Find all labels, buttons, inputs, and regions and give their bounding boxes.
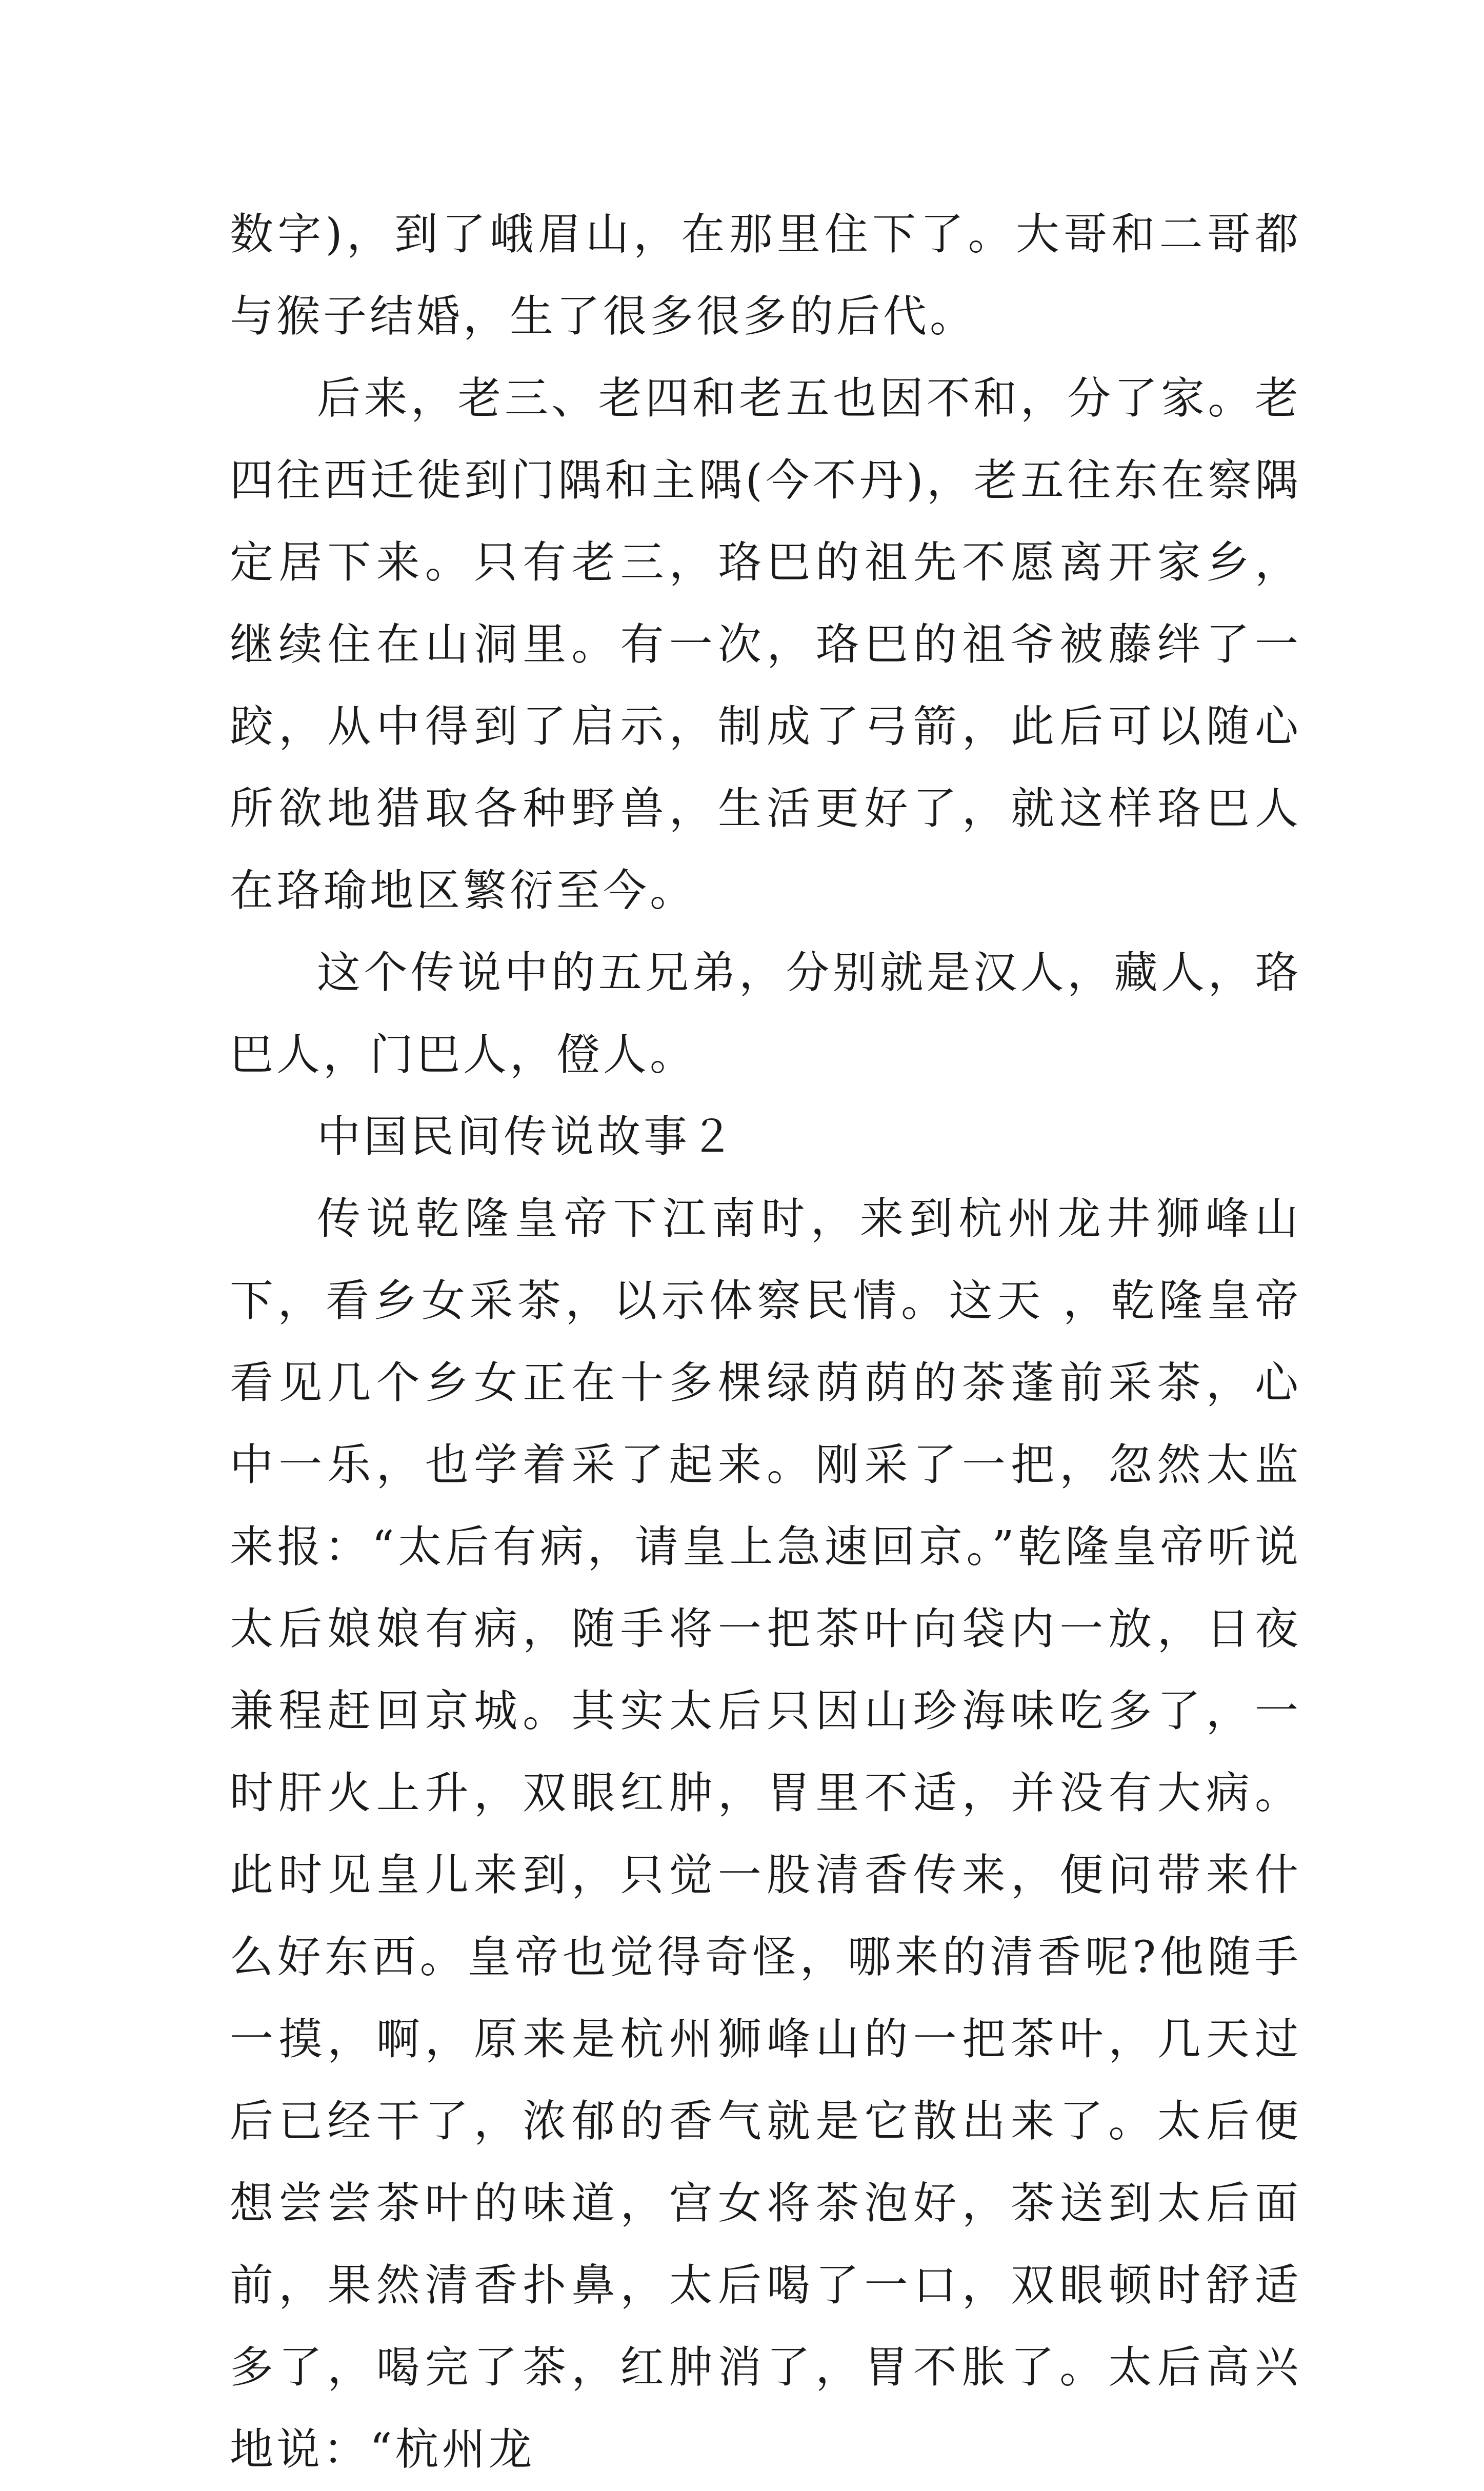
section-heading: 中国民间传说故事２ [317,1112,737,1162]
paragraph-laosan-story: 后来，老三、老四和老五也因不和，分了家。老四往西迁徙到门隅和主隅(今不丹)，老五往东在察隅定居下来。只有老三，珞巴的祖先不愿离开家乡，继续住在山洞里。有一次，珞巴的祖爷被藤绊了一跤，从中得到了启示，制成了弓箭，此后可以随心所欲地猎取各种野兽，生活更好了，就这样珞巴人在珞瑜地区繁衍至今。 [230,373,1301,916]
body-text [230,194,1301,2491]
paragraph-five-brothers: 这个传说中的五兄弟，分别就是汉人，藏人，珞巴人，门巴人，僜人。 [230,948,1301,1080]
paragraph-qianlong-story: 传说乾隆皇帝下江南时，来到杭州龙井狮峰山下，看乡女采茶，以示体察民情。这天 ，乾隆皇帝看见几个乡女正在十多棵绿荫荫的茶蓬前采茶，心中一乐，也学着采了起来。刚采了一把，忽然太监来报：“太后有病，请皇上急速回京。”乾隆皇帝听说太后娘娘有病，随手将一把茶叶向袋内一放，日夜兼程赶回京城。其实太后只因山珍海味吃多了，一时肝火上升，双眼红肿，胃里不适，并没有大病。此时见皇儿来到，只觉一股清香传来，便问带来什么好东西。皇帝也觉得奇怪，哪来的清香呢?他随手一摸，啊，原来是杭州狮峰山的一把茶叶，几天过后已经干了，浓郁的香气就是它散出来了。太后便想尝尝茶叶的味道，宫女将茶泡好，茶送到太后面前，果然清香扑鼻，太后喝了一口，双眼顿时舒适多了，喝完了茶，红肿消了，胃不胀了。太后高兴地说：“杭州龙 [230,1194,1301,2475]
paragraph-continued: 数字)，到了峨眉山，在那里住下了。大哥和二哥都与猴子结婚，生了很多很多的后代。 [230,209,1301,342]
